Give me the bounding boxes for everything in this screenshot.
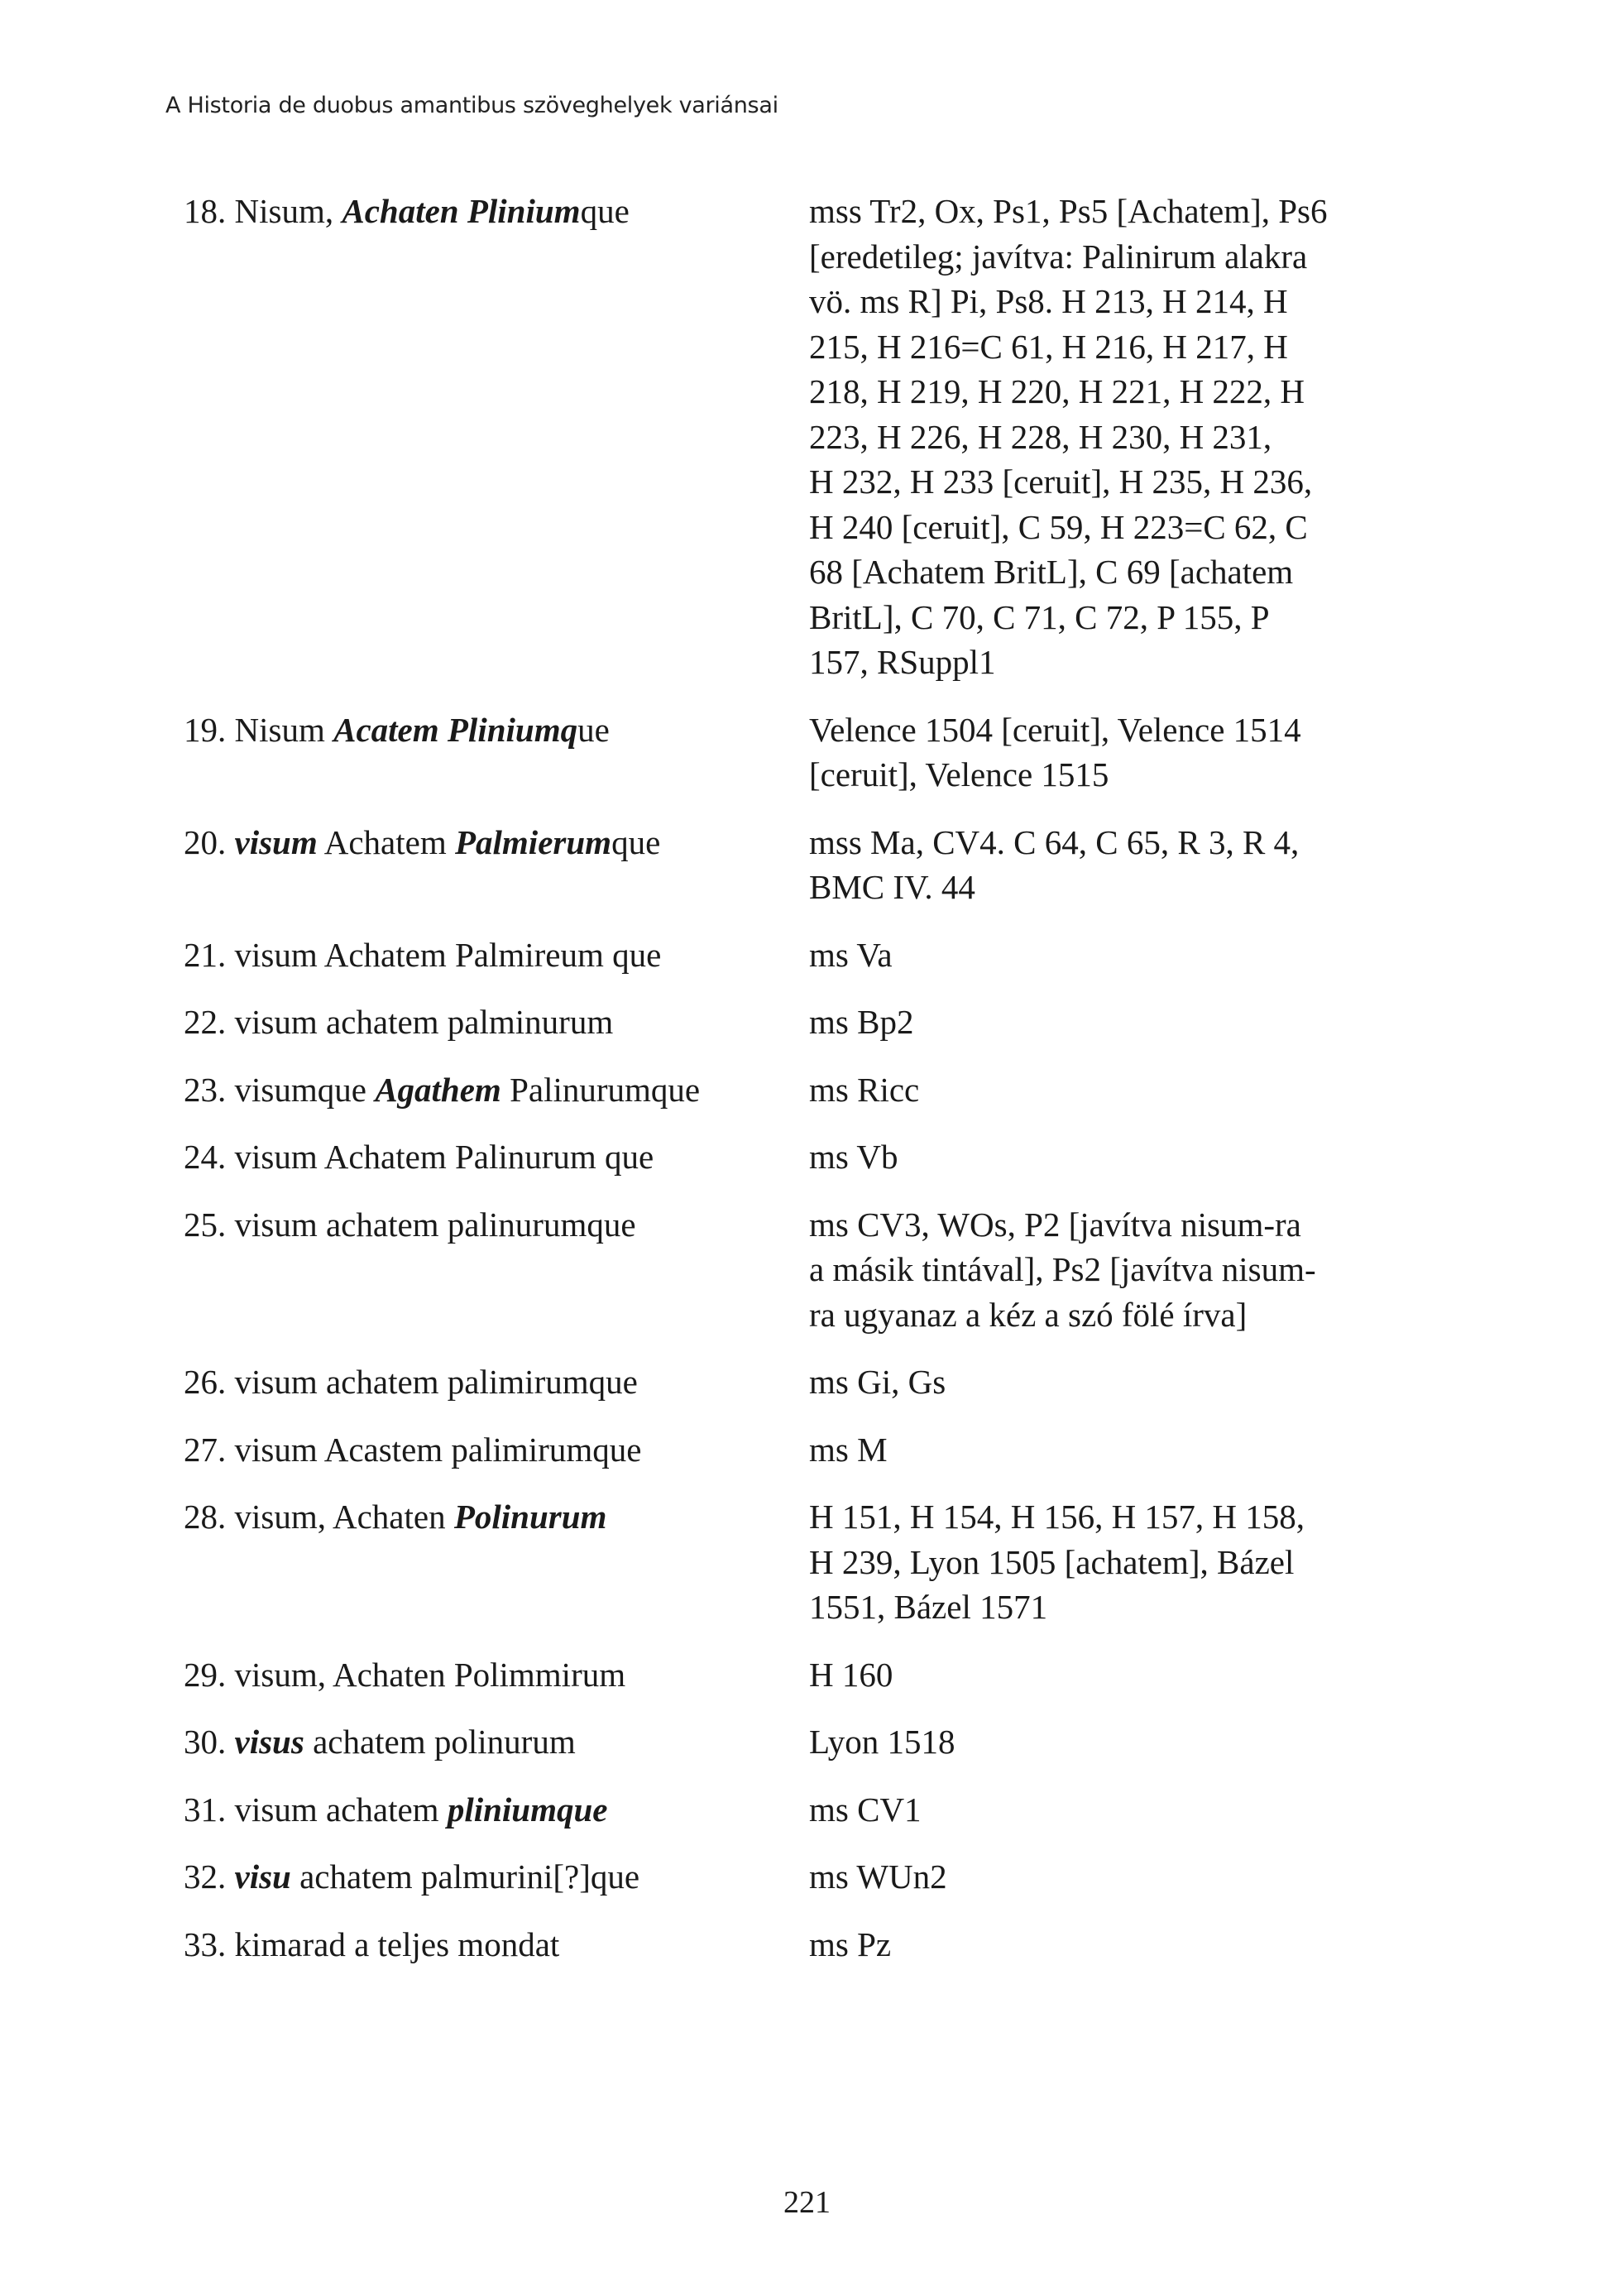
variant-entry [184,1719,1425,1765]
variant-entry [184,1202,1425,1338]
witness-sources [809,1427,1395,1473]
source-line: ms CV1 [809,1790,922,1829]
emphasized-word: Achaten Plinium [342,192,581,230]
reading-text: ue [577,710,610,749]
source-line: 218, H 219, H 220, H 221, H 222, H [809,372,1305,410]
emphasized-word: Agathem [375,1070,501,1109]
emphasized-word: Acatem Pliniumq [333,710,578,749]
reading-text: 26. visum achatem palimirumque [184,1363,638,1401]
variant-entry [184,820,1425,910]
source-line: H 232, H 233 [ceruit], H 235, H 236, [809,463,1313,501]
variant-entry [184,1134,1425,1180]
source-line: 215, H 216=C 61, H 216, H 217, H [809,327,1288,366]
witness-sources [809,1202,1395,1338]
witness-sources [809,189,1395,685]
reading-text: 31. visum achatem [184,1790,448,1829]
emphasized-word: pliniumque [447,1790,608,1829]
page-number: 221 [783,2185,831,2220]
source-line: ra ugyanaz a kéz a szó fölé írva] [809,1295,1248,1334]
variant-reading [184,1719,809,1765]
reading-text: Palinurumque [500,1070,701,1109]
variant-entry [184,1652,1425,1698]
source-line: ms Gi, Gs [809,1363,946,1401]
witness-sources [809,1067,1395,1113]
reading-text: achatem polinurum [304,1723,576,1761]
source-line: vö. ms R] Pi, Ps8. H 213, H 214, H [809,282,1288,320]
source-line: BritL], C 70, C 71, C 72, P 155, P [809,597,1270,636]
source-line: a másik tintával], Ps2 [javítva nisum- [809,1250,1316,1288]
variant-entry [184,707,1425,798]
witness-sources [809,707,1395,798]
reading-text: 23. visumque [184,1070,376,1109]
reading-text: 28. visum, Achaten [184,1498,454,1536]
reading-text: 22. visum achatem palminurum [184,1003,614,1041]
variant-entry [184,1427,1425,1473]
variant-entry [184,189,1425,685]
source-line: 223, H 226, H 228, H 230, H 231, [809,417,1272,456]
reading-text: 30. [184,1723,235,1761]
source-line: 68 [Achatem BritL], C 69 [achatem [809,553,1294,591]
emphasized-word: visu [234,1857,291,1896]
running-header: A Historia de duobus amantibus szöveghelyek variánsai [165,93,778,118]
source-line: ms M [809,1430,888,1469]
reading-text: que [611,822,661,861]
witness-sources [809,932,1395,978]
reading-text: 21. visum Achatem Palmireum que [184,935,662,974]
source-line: ms Vb [809,1138,898,1176]
reading-text: 24. visum Achatem Palinurum que [184,1138,654,1176]
reading-text: 18. Nisum, [184,192,342,230]
reading-text: que [580,192,630,230]
source-line: ms Va [809,935,893,974]
variant-reading [184,1787,809,1833]
emphasized-word: visus [234,1723,304,1761]
reading-text: 27. visum Acastem palimirumque [184,1430,642,1469]
witness-sources [809,1652,1395,1698]
reading-text: 20. [184,822,235,861]
source-line: mss Ma, CV4. C 64, C 65, R 3, R 4, [809,822,1300,861]
source-line: ms WUn2 [809,1857,947,1896]
source-line: 1551, Bázel 1571 [809,1588,1048,1626]
variant-reading [184,1067,809,1113]
variant-entry [184,1494,1425,1630]
source-line: H 239, Lyon 1505 [achatem], Bázel [809,1542,1295,1581]
source-line: [ceruit], Velence 1515 [809,755,1109,793]
source-line: Lyon 1518 [809,1723,955,1761]
variant-reading [184,189,809,234]
reading-text: achatem palmurini[?]que [290,1857,640,1896]
reading-text: 25. visum achatem palinurumque [184,1205,636,1244]
variant-reading [184,999,809,1045]
source-line: mss Tr2, Ox, Ps1, Ps5 [Achatem], Ps6 [809,192,1328,230]
variant-list [184,189,1425,1989]
witness-sources [809,1787,1395,1833]
variant-entry [184,1787,1425,1833]
emphasized-word: Palmierum [454,822,612,861]
variant-entry [184,1854,1425,1900]
witness-sources [809,820,1395,910]
source-line: ms Bp2 [809,1003,914,1041]
source-line: H 240 [ceruit], C 59, H 223=C 62, C [809,507,1308,546]
witness-sources [809,1922,1395,1968]
variant-reading [184,1494,809,1540]
variant-entry [184,1922,1425,1968]
emphasized-word: Polinurum [453,1498,607,1536]
source-line: 157, RSuppl1 [809,643,996,681]
witness-sources [809,1854,1395,1900]
source-line: [eredetileg; javítva: Palinirum alakra [809,237,1308,276]
variant-reading [184,1922,809,1968]
variant-reading [184,820,809,865]
variant-reading [184,1854,809,1900]
source-line: H 160 [809,1655,893,1694]
reading-text: 19. Nisum [184,710,334,749]
reading-text: 29. visum, Achaten Polimmirum [184,1655,626,1694]
variant-reading [184,1427,809,1473]
variant-entry [184,932,1425,978]
source-line: Velence 1504 [ceruit], Velence 1514 [809,710,1301,749]
variant-reading [184,707,809,753]
source-line: ms CV3, WOs, P2 [javítva nisum-ra [809,1205,1301,1244]
variant-entry [184,1359,1425,1405]
variant-reading [184,1652,809,1698]
variant-reading [184,1359,809,1405]
reading-text: 33. kimarad a teljes mondat [184,1925,560,1963]
variant-entry [184,999,1425,1045]
variant-reading [184,1202,809,1248]
variant-reading [184,1134,809,1180]
emphasized-word: visum [234,822,318,861]
reading-text: 32. [184,1857,235,1896]
variant-entry [184,1067,1425,1113]
witness-sources [809,1134,1395,1180]
witness-sources [809,1719,1395,1765]
witness-sources [809,1494,1395,1630]
witness-sources [809,999,1395,1045]
source-line: ms Ricc [809,1070,920,1109]
reading-text: Achatem [317,822,455,861]
variant-reading [184,932,809,978]
source-line: H 151, H 154, H 156, H 157, H 158, [809,1498,1305,1536]
witness-sources [809,1359,1395,1405]
source-line: BMC IV. 44 [809,868,975,906]
source-line: ms Pz [809,1925,892,1963]
